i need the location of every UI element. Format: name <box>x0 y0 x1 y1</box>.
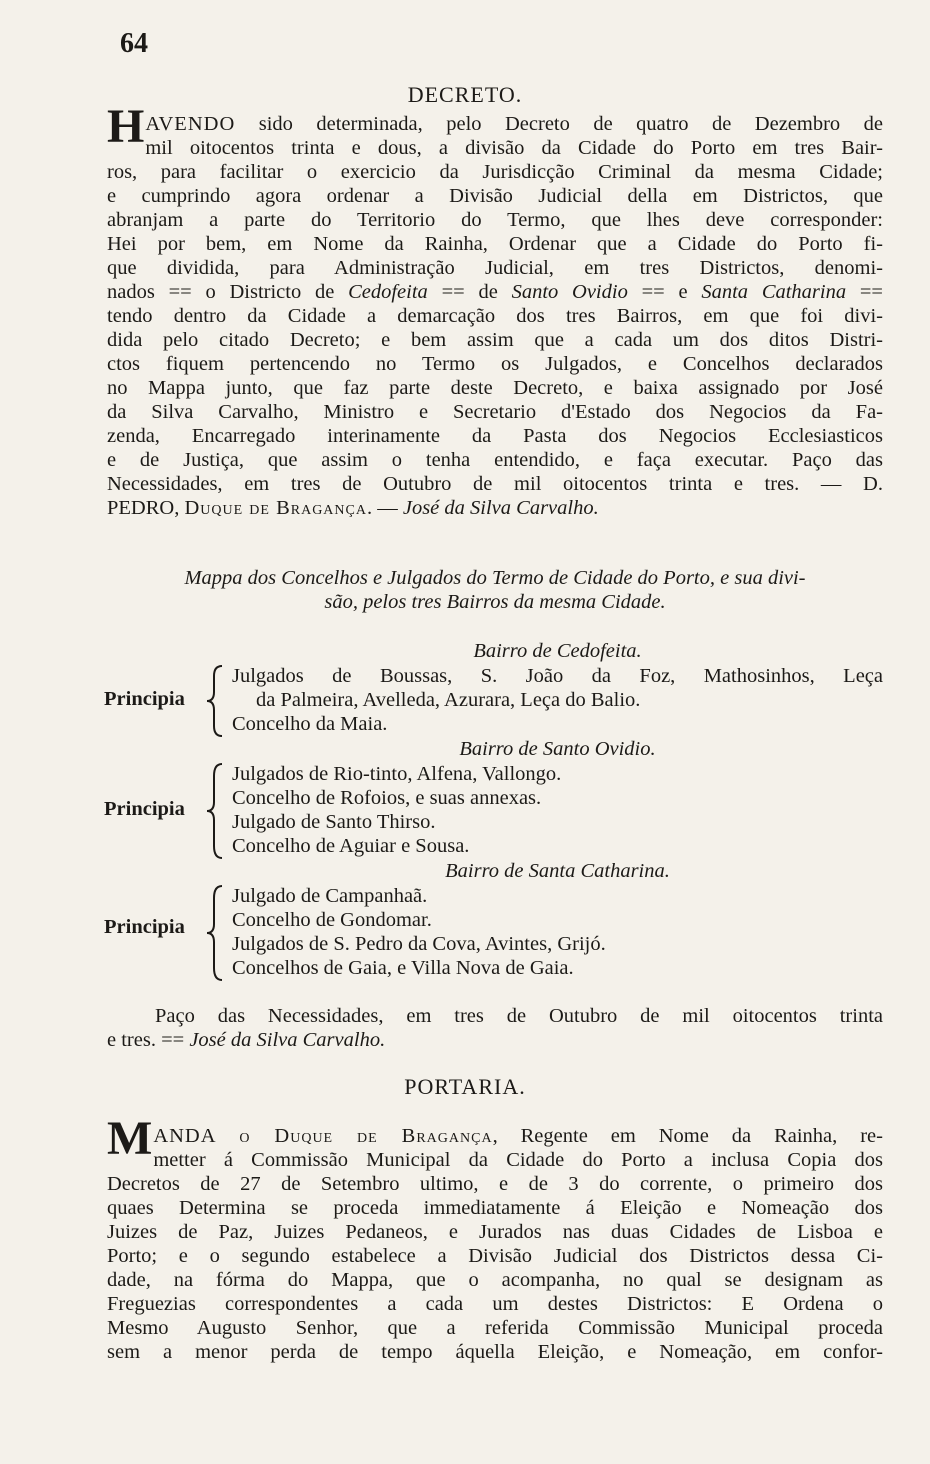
portaria-line: Mesmo Augusto Senhor, que a referida Commissão Municipal proceda <box>107 1317 883 1339</box>
district-name: Cedofeita <box>348 281 428 303</box>
bairro-lines <box>232 884 883 980</box>
text-segment: == de <box>427 281 512 303</box>
bairro-line: Julgado de Campanhaã. <box>232 885 428 907</box>
portaria-body <box>107 1112 883 1364</box>
text-segment: , Regente em Nome da Rainha, re- <box>492 1125 883 1147</box>
closing-line: Paço das Necessidades, em tres de Outubro de mil oitocentos trinta <box>155 1005 883 1027</box>
page-number: 64 <box>120 28 148 59</box>
decreto-body <box>107 100 883 520</box>
bairro-line: Julgados de Rio-tinto, Alfena, Vallongo. <box>232 763 562 785</box>
bairro-line: Julgado de Santo Thirso. <box>232 811 436 833</box>
caption-line: são, pelos tres Bairros da mesma Cidade. <box>324 591 666 613</box>
principia-label: Principia <box>104 916 185 938</box>
decreto-line: Necessidades, em tres de Outubro de mil oitocentos trinta e tres. — D. <box>107 473 883 495</box>
signatory-name: José da Silva Carvalho. <box>189 1029 386 1051</box>
text-segment: PEDRO, <box>107 497 185 519</box>
bairro-line: da Palmeira, Avelleda, Azurara, Leça do Balio. <box>256 689 641 711</box>
district-name: Santo Ovidio <box>511 281 628 303</box>
mappa-closing <box>107 1004 883 1052</box>
decreto-line: da Silva Carvalho, Ministro e Secretario d'Estado dos Negocios da Fa- <box>107 401 883 423</box>
bairro-line: Julgados de S. Pedro da Cova, Avintes, Grijó. <box>232 933 606 955</box>
bairro-line: Concelhos de Gaia, e Villa Nova de Gaia. <box>232 957 574 979</box>
bairro-group-santa-catharina <box>104 884 894 982</box>
decreto-line: mil oitocentos trinta e dous, a divisão da Cidade do Porto em tres Bair- <box>145 137 883 159</box>
decreto-line-text: sido determinada, pelo Decreto de quatro de Dezembro de <box>235 113 883 135</box>
portaria-first-word: ANDA <box>153 1125 216 1147</box>
district-name: Santa Catharina <box>701 281 847 303</box>
bairro-line: Julgados de Boussas, S. João da Foz, Mathosinhos, Leça <box>232 665 883 687</box>
decreto-heading: DECRETO. <box>407 82 523 107</box>
decreto-line: abranjam a parte do Territorio do Termo, que lhes deve corresponder: <box>107 209 883 231</box>
bairro-line: Concelho de Aguiar e Sousa. <box>232 835 470 857</box>
title-smallcaps: o Duque de Bragança <box>215 1125 493 1147</box>
decreto-line: Hei por bem, em Nome da Rainha, Ordenar que a Cidade do Porto fi- <box>107 233 883 255</box>
title-smallcaps: Duque de Bragança <box>184 497 367 519</box>
bairro-title: Bairro de Santa Catharina. <box>445 860 670 882</box>
decreto-line: e de Justiça, que assim o tenha entendido, e faça executar. Paço das <box>107 449 883 471</box>
text-segment: == <box>846 281 883 303</box>
bairro-group-santo-ovidio <box>104 762 894 860</box>
closing-line <box>107 1028 883 1052</box>
decreto-line: no Mappa junto, que faz parte deste Decreto, e baixa assignado por José <box>107 377 883 399</box>
principia-label: Principia <box>104 688 185 710</box>
bairro-lines <box>232 664 883 736</box>
text-segment: . — <box>366 497 403 519</box>
decreto-line: ros, para facilitar o exercicio da Jurisdicção Criminal da mesma Cidade; <box>107 161 883 183</box>
bairro-group-cedofeita <box>104 664 894 738</box>
caption-line: Mappa dos Concelhos e Julgados do Termo de Cidade do Porto, e sua divi- <box>184 567 806 589</box>
bairro-line: Concelho de Gondomar. <box>232 909 432 931</box>
decreto-line: e cumprindo agora ordenar a Divisão Judicial della em Districtos, que <box>107 185 883 207</box>
portaria-line: quaes Determina se proceda immediatamente á Eleição e Nomeação dos <box>107 1197 883 1219</box>
bairro-lines <box>232 762 883 858</box>
text-segment: == e <box>627 281 702 303</box>
portaria-line: sem a menor perda de tempo áquella Eleição, e Nomeação, em confor- <box>107 1341 883 1363</box>
brace-icon <box>204 762 230 860</box>
bairro-title: Bairro de Santo Ovidio. <box>459 738 656 760</box>
bairro-line: Concelho da Maia. <box>232 713 388 735</box>
decreto-signature-line <box>107 496 883 520</box>
portaria-line: Freguezias correspondentes a cada um destes Districtos: E Ordena o <box>107 1293 883 1315</box>
decreto-line: dida pelo citado Decreto; e bem assim que a cada um dos ditos Distri- <box>107 329 883 351</box>
mappa-caption <box>107 566 883 614</box>
decreto-line: ctos fiquem pertencendo no Termo os Julgados, e Concelhos declarados <box>107 353 883 375</box>
text-segment: e tres. == <box>107 1029 190 1051</box>
portaria-line: Juizes de Paz, Juizes Pedaneos, e Jurados nas duas Cidades de Lisboa e <box>107 1221 883 1243</box>
drop-cap: M <box>107 1112 153 1165</box>
portaria-heading: PORTARIA. <box>404 1074 526 1099</box>
bairro-title: Bairro de Cedofeita. <box>473 640 642 662</box>
text-segment: nados == o Districto de <box>107 281 349 303</box>
decreto-line: tendo dentro da Cidade a demarcação dos tres Bairros, em que foi divi- <box>107 305 883 327</box>
portaria-line: metter á Commissão Municipal da Cidade do Porto a inclusa Copia dos <box>153 1149 883 1171</box>
signatory-name: José da Silva Carvalho. <box>402 497 599 519</box>
portaria-line: Porto; e o segundo estabelece a Divisão Judicial dos Districtos dessa Ci- <box>107 1245 883 1267</box>
bairro-line: Concelho de Rofoios, e suas annexas. <box>232 787 542 809</box>
brace-icon <box>204 884 230 982</box>
portaria-line: dade, na fórma do Mappa, que o acompanha, no qual se designam as <box>107 1269 883 1291</box>
decreto-line <box>107 280 883 304</box>
decreto-first-word: AVENDO <box>145 113 236 135</box>
decreto-line: zenda, Encarregado interinamente da Pasta dos Negocios Ecclesiasticos <box>107 425 883 447</box>
drop-cap: H <box>107 100 145 153</box>
decreto-line: que dividida, para Administração Judicial, em tres Districtos, denomi- <box>107 257 883 279</box>
portaria-line: Decretos de 27 de Setembro ultimo, e de 3 do corrente, o primeiro dos <box>107 1173 883 1195</box>
brace-icon <box>204 664 230 738</box>
principia-label: Principia <box>104 798 185 820</box>
